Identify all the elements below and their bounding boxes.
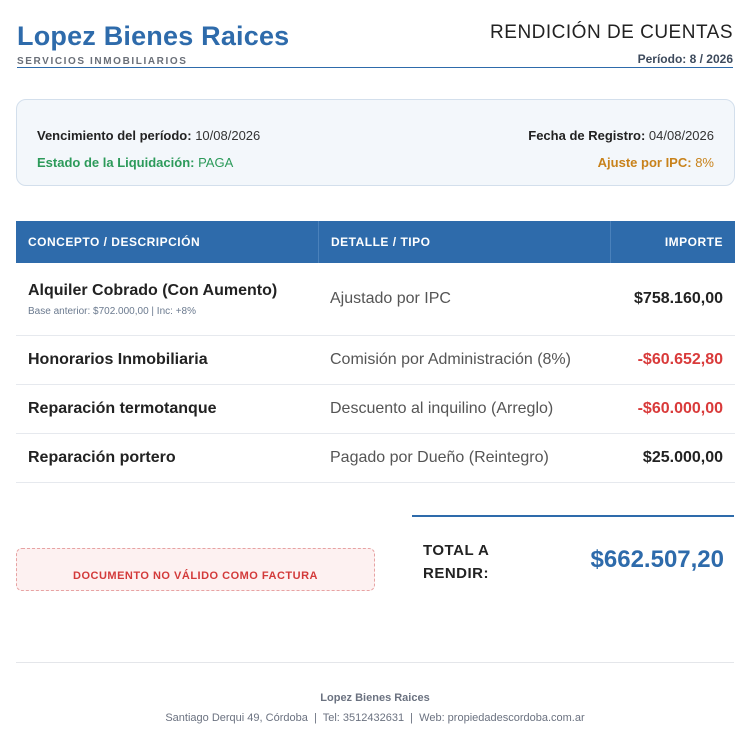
total-label-line1: TOTAL A xyxy=(423,542,490,559)
statement-table xyxy=(16,221,735,483)
status-label: Estado de la Liquidación: xyxy=(37,155,195,170)
period-label: Período: 8 / 2026 xyxy=(637,52,733,66)
row-amount: $758.160,00 xyxy=(634,290,723,307)
row-concept-cell xyxy=(16,351,318,369)
status-value: PAGA xyxy=(198,155,234,170)
total-label-line2: RENDIR: xyxy=(423,565,489,582)
column-header-detail: DETALLE / TIPO xyxy=(318,221,611,263)
row-concept-cell xyxy=(16,282,318,317)
ipc-adjustment xyxy=(598,155,714,170)
row-concept-cell xyxy=(16,449,318,467)
row-detail: Descuento al inquilino (Arreglo) xyxy=(330,400,554,417)
table-row xyxy=(16,434,735,483)
info-row-dates xyxy=(37,128,714,143)
row-note: Base anterior: $702.000,00 | Inc: +8% xyxy=(28,305,196,317)
footer-contact-info: Santiago Derqui 49, Córdoba | Tel: 3512432631 | Web: propiedadescordoba.com.ar xyxy=(165,712,585,724)
due-date-value: 10/08/2026 xyxy=(195,128,261,143)
row-concept: Reparación portero xyxy=(28,449,176,466)
table-row xyxy=(16,385,735,434)
registry-date-value: 04/08/2026 xyxy=(648,128,714,143)
row-amount: $25.000,00 xyxy=(642,449,723,466)
footer-company-name: Lopez Bienes Raices xyxy=(320,692,430,704)
ipc-label: Ajuste por IPC: xyxy=(597,155,692,170)
column-header-amount: IMPORTE xyxy=(664,235,723,249)
table-row xyxy=(16,263,735,336)
info-card xyxy=(16,99,735,186)
brand-block xyxy=(17,19,289,67)
row-detail: Pagado por Dueño (Reintegro) xyxy=(330,449,549,466)
due-date xyxy=(37,128,260,143)
settlement-status xyxy=(37,155,233,170)
row-concept: Honorarios Inmobiliaria xyxy=(28,351,208,368)
table-row xyxy=(16,336,735,385)
row-detail: Comisión por Administración (8%) xyxy=(330,351,571,368)
row-concept: Alquiler Cobrado (Con Aumento) xyxy=(28,281,278,299)
info-row-status xyxy=(37,155,714,170)
row-amount: -$60.652,80 xyxy=(637,351,723,368)
total-amount: $662.507,20 xyxy=(590,546,724,573)
header-divider xyxy=(17,67,733,68)
registry-date xyxy=(528,128,714,143)
column-header-concept: CONCEPTO / DESCRIPCIÓN xyxy=(28,235,201,249)
due-date-label: Vencimiento del período: xyxy=(37,128,192,143)
row-detail: Ajustado por IPC xyxy=(330,290,451,307)
document-title: RENDICIÓN DE CUENTAS xyxy=(490,22,733,43)
row-amount: -$60.000,00 xyxy=(637,400,723,417)
table-header xyxy=(16,221,735,263)
brand-name: Lopez Bienes Raices xyxy=(17,21,290,51)
total-label xyxy=(423,539,489,585)
registry-date-label: Fecha de Registro: xyxy=(528,128,646,143)
total-divider xyxy=(412,515,734,517)
row-concept: Reparación termotanque xyxy=(28,400,217,417)
ipc-value: 8% xyxy=(695,155,714,170)
row-concept-cell xyxy=(16,400,318,418)
brand-subtitle: SERVICIOS INMOBILIARIOS xyxy=(17,56,188,67)
invalid-invoice-stamp: DOCUMENTO NO VÁLIDO COMO FACTURA xyxy=(16,548,375,591)
footer-divider xyxy=(16,662,734,663)
